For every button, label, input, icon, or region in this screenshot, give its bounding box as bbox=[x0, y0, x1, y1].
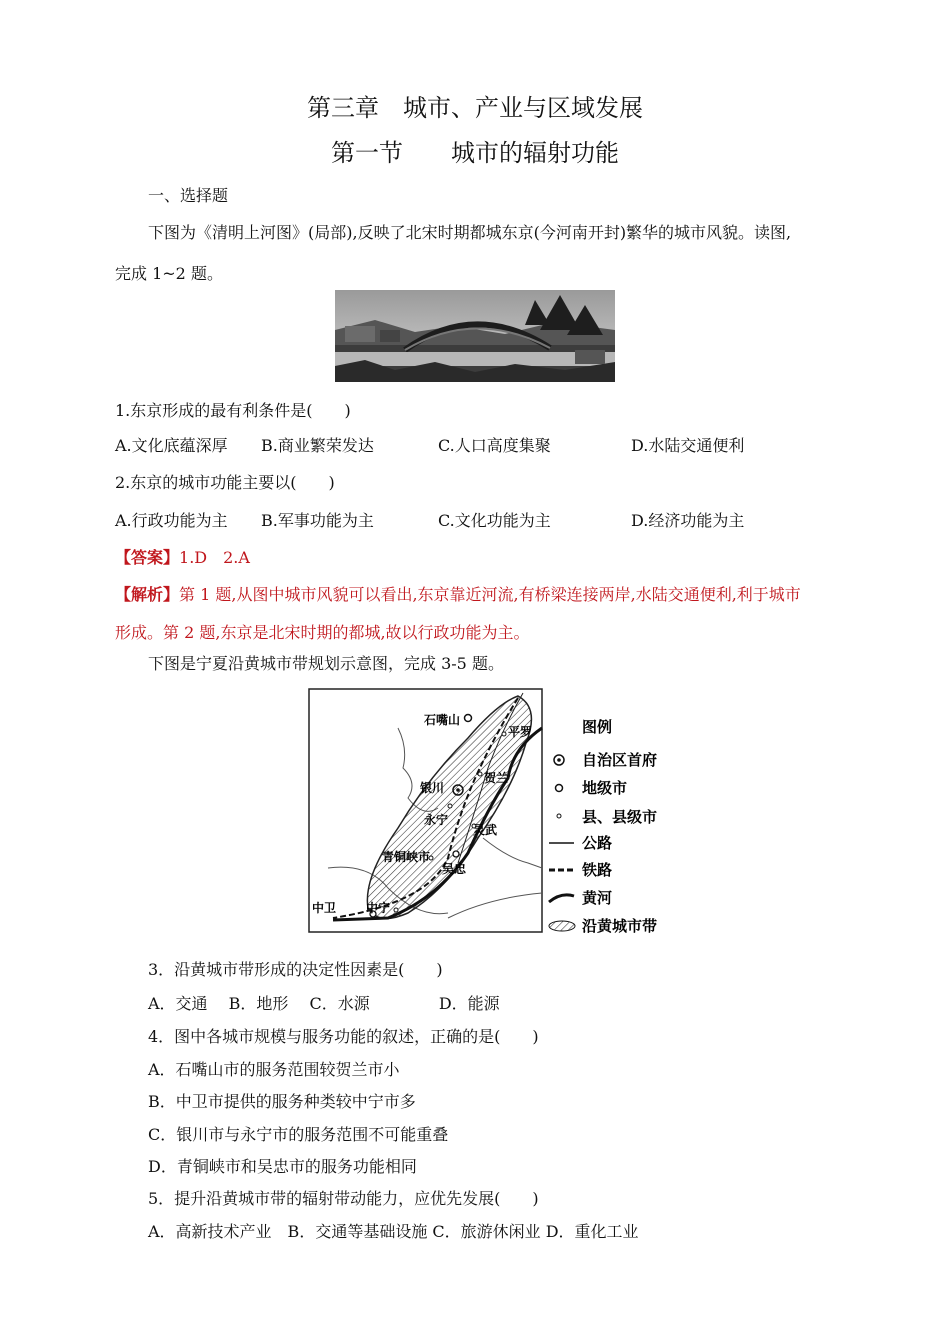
analysis-line2: 形成。第 2 题,东京是北宋时期的都城,故以行政功能为主。 bbox=[115, 623, 530, 642]
q1-option-a: A.文化底蕴深厚 bbox=[115, 436, 228, 455]
city-label-yongning: 永宁 bbox=[424, 813, 449, 827]
analysis-tag: 【解析】 bbox=[115, 585, 180, 604]
q2-option-a: A.行政功能为主 bbox=[115, 511, 228, 530]
legend-road: 公路 bbox=[582, 834, 613, 852]
section-heading: 一、选择题 bbox=[148, 186, 229, 205]
section-title: 第一节 城市的辐射功能 bbox=[331, 139, 619, 167]
city-belt-icon bbox=[549, 921, 575, 931]
intro2-paragraph: 下图是宁夏沿黄城市带规划示意图，完成 3-5 题。 bbox=[148, 654, 504, 673]
legend-railway: 铁路 bbox=[582, 861, 613, 879]
city-label-wuzhong: 吴忠 bbox=[442, 862, 467, 876]
intro-paragraph-line2: 完成 1~2 题。 bbox=[115, 264, 223, 283]
legend-yellow-river: 黄河 bbox=[582, 889, 613, 907]
q3-stem: 3．沿黄城市带形成的决定性因素是( ) bbox=[148, 960, 443, 979]
q4-option-c: C．银川市与永宁市的服务范围不可能重叠 bbox=[148, 1125, 449, 1144]
city-label-zhongwei: 中卫 bbox=[312, 901, 337, 915]
q2-option-b: B.军事功能为主 bbox=[261, 511, 374, 530]
q4-option-a: A．石嘴山市的服务范围较贺兰市小 bbox=[148, 1060, 400, 1079]
intro-paragraph-line1: 下图为《清明上河图》(局部),反映了北宋时期都城东京(今河南开封)繁华的城市风貌。读图, bbox=[148, 223, 792, 242]
prefecture-city-icon bbox=[556, 785, 563, 792]
q4-option-b: B．中卫市提供的服务种类较中宁市多 bbox=[148, 1092, 416, 1111]
q2-stem: 2.东京的城市功能主要以( ) bbox=[115, 473, 335, 492]
legend-county: 县、县级市 bbox=[582, 808, 658, 826]
city-label-helan: 贺兰 bbox=[484, 771, 509, 785]
city-label-lingwu: 灵武 bbox=[473, 823, 498, 837]
legend-title: 图例 bbox=[582, 718, 613, 736]
legend-prefecture-city: 地级市 bbox=[582, 779, 628, 797]
q1-option-b: B.商业繁荣发达 bbox=[261, 436, 374, 455]
city-label-pingluo: 平罗 bbox=[508, 725, 533, 739]
ningxia-map bbox=[308, 688, 668, 933]
city-label-qingtongxia: 青铜峡市 bbox=[382, 850, 431, 864]
answer-line bbox=[115, 545, 250, 568]
q5-options: A．高新技术产业 B．交通等基础设施 C．旅游休闲业 D．重化工业 bbox=[148, 1222, 639, 1241]
river-icon bbox=[549, 895, 574, 902]
city-label-zhongning: 中宁 bbox=[366, 901, 391, 915]
qingming-painting-image bbox=[335, 290, 615, 382]
q4-stem: 4．图中各城市规模与服务功能的叙述，正确的是( ) bbox=[148, 1027, 539, 1046]
analysis-text-line1: 第 1 题,从图中城市风貌可以看出,东京靠近河流,有桥梁连接两岸,水陆交通便利,利于城市 bbox=[179, 585, 801, 604]
chapter-title: 第三章 城市、产业与区域发展 bbox=[307, 94, 643, 122]
city-label-shizuishan: 石嘴山 bbox=[424, 713, 461, 727]
analysis-line1 bbox=[115, 582, 801, 605]
answer-text: 1.D 2.A bbox=[179, 548, 250, 567]
legend-capital: 自治区首府 bbox=[582, 751, 658, 769]
answer-tag: 【答案】 bbox=[115, 548, 180, 567]
q1-stem: 1.东京形成的最有利条件是( ) bbox=[115, 401, 351, 420]
county-icon bbox=[557, 814, 561, 818]
q1-option-c: C.人口高度集聚 bbox=[438, 436, 551, 455]
q3-options: A．交通 B．地形 C．水源 D．能源 bbox=[148, 994, 500, 1013]
q2-option-d: D.经济功能为主 bbox=[631, 511, 745, 530]
q2-option-c: C.文化功能为主 bbox=[438, 511, 551, 530]
q5-stem: 5．提升沿黄城市带的辐射带动能力，应优先发展( ) bbox=[148, 1189, 539, 1208]
q1-option-d: D.水陆交通便利 bbox=[631, 436, 745, 455]
q4-option-d: D．青铜峡市和吴忠市的服务功能相同 bbox=[148, 1157, 417, 1176]
city-label-yinchuan: 银川 bbox=[420, 781, 445, 795]
legend-city-belt: 沿黄城市带 bbox=[582, 917, 658, 933]
